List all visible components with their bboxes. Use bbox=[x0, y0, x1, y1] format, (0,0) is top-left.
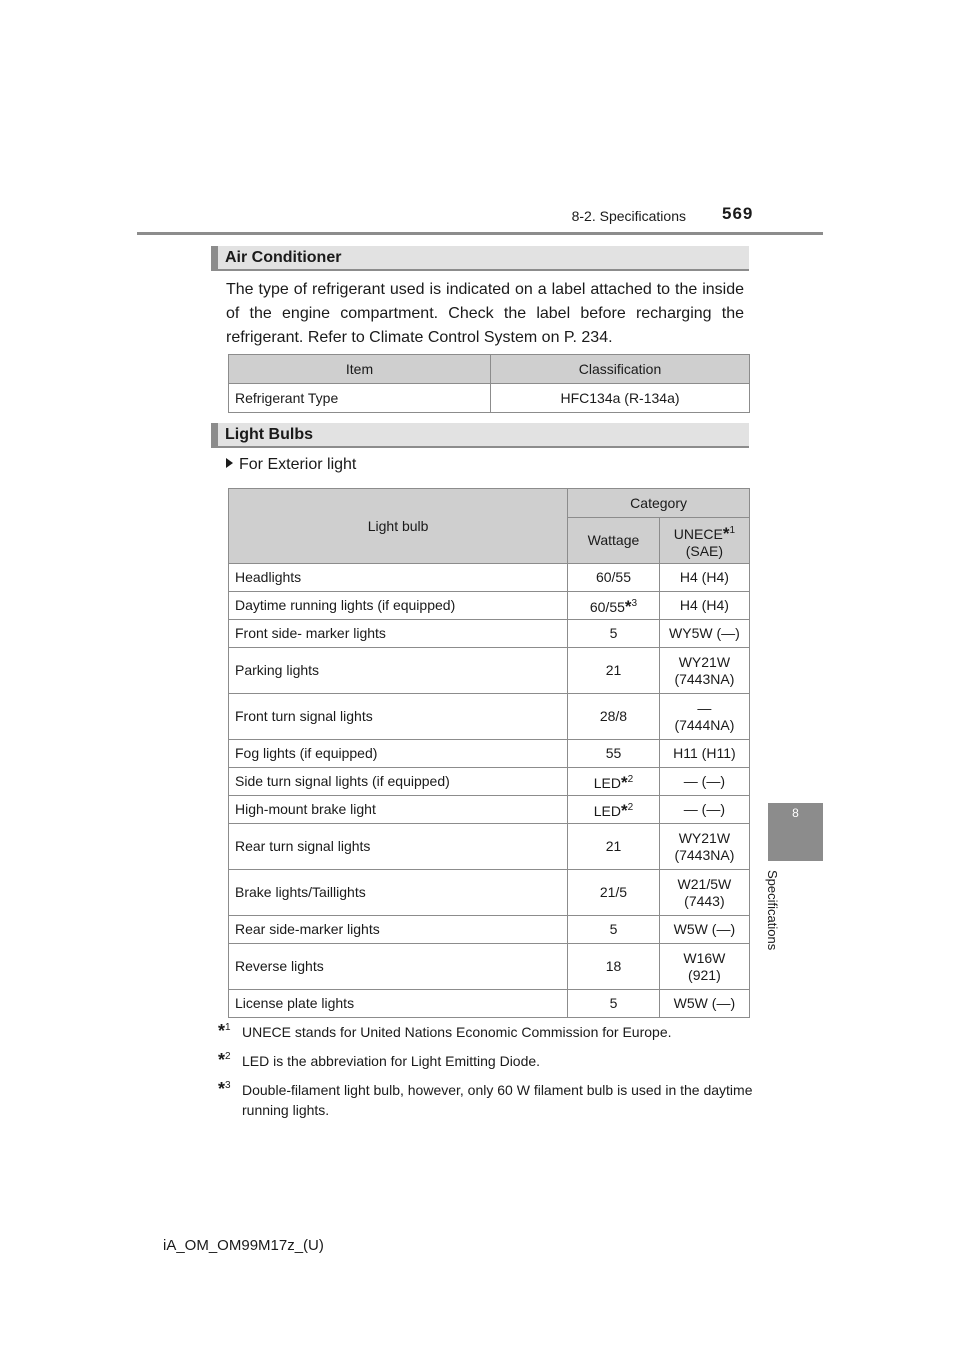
unece-value: W5W (—) bbox=[673, 921, 736, 937]
unece-label: UNECE bbox=[673, 525, 723, 542]
cell-wattage bbox=[568, 824, 660, 870]
wattage-value: 18 bbox=[605, 958, 622, 974]
unece-value: WY5W (—) bbox=[669, 625, 740, 641]
footnote-ref: 2 bbox=[627, 774, 634, 785]
cell-wattage: LED*$^2$ bbox=[568, 796, 660, 824]
table-row bbox=[229, 768, 750, 796]
cell-wattage bbox=[568, 648, 660, 694]
table-row bbox=[229, 916, 750, 944]
cell-unece bbox=[659, 740, 749, 768]
unece-value: — bbox=[697, 699, 712, 716]
cell-light-bulb-name: Headlights bbox=[229, 564, 568, 592]
table-row bbox=[229, 694, 750, 740]
cell-light-bulb-name: Fog lights (if equipped) bbox=[229, 740, 568, 768]
table-row bbox=[229, 824, 750, 870]
wattage-value: 60/55 bbox=[589, 599, 625, 615]
cell-unece bbox=[659, 648, 749, 694]
table-row bbox=[229, 648, 750, 694]
cell-unece bbox=[659, 990, 749, 1018]
cell-unece bbox=[659, 944, 749, 990]
footnote-text: Double-filament light bulb, however, only 60 W filament bulb is used in the daytime running lights. bbox=[242, 1082, 753, 1118]
cell-item: Refrigerant Type bbox=[229, 384, 491, 413]
wattage-value: 5 bbox=[609, 625, 618, 641]
cell-light-bulb-name: Daytime running lights (if equipped) bbox=[229, 592, 568, 620]
chapter-tab bbox=[768, 803, 823, 861]
air-conditioner-heading: Air Conditioner bbox=[211, 246, 749, 271]
cell-unece bbox=[659, 824, 749, 870]
column-header-item: Item bbox=[229, 355, 491, 384]
unece-value: H4 (H4) bbox=[679, 597, 729, 613]
cell-wattage bbox=[568, 740, 660, 768]
wattage-value: 5 bbox=[609, 995, 618, 1011]
cell-light-bulb-name: Reverse lights bbox=[229, 944, 568, 990]
cell-light-bulb-name: High-mount brake light bbox=[229, 796, 568, 824]
unece-value: WY21W bbox=[678, 653, 731, 670]
chapter-label-text: Specifications bbox=[765, 870, 780, 951]
unece-value: — (—) bbox=[683, 773, 725, 789]
wattage-value: 60/55 bbox=[595, 569, 631, 585]
column-header-light-bulb: Light bulb bbox=[229, 489, 568, 564]
table-row bbox=[229, 870, 750, 916]
table-row bbox=[229, 564, 750, 592]
cell-light-bulb-name: License plate lights bbox=[229, 990, 568, 1018]
cell-light-bulb-name: Front turn signal lights bbox=[229, 694, 568, 740]
unece-sub-value: (7443NA) bbox=[674, 670, 735, 687]
cell-light-bulb-name: Side turn signal lights (if equipped) bbox=[229, 768, 568, 796]
cell-light-bulb-name: Rear turn signal lights bbox=[229, 824, 568, 870]
cell-light-bulb-name: Brake lights/Taillights bbox=[229, 870, 568, 916]
table-row bbox=[229, 796, 750, 824]
cell-unece bbox=[659, 592, 749, 620]
table-row bbox=[229, 740, 750, 768]
wattage-value: 21 bbox=[605, 838, 622, 854]
chapter-label bbox=[760, 870, 800, 970]
footnote-marker: *$^3$ bbox=[218, 1079, 231, 1099]
footnote bbox=[218, 1080, 758, 1120]
cell-light-bulb-name: Rear side-marker lights bbox=[229, 916, 568, 944]
footnote-marker: *$^2$ bbox=[218, 1050, 231, 1070]
unece-value: W5W (—) bbox=[673, 995, 736, 1011]
cell-unece bbox=[659, 564, 749, 592]
cell-wattage bbox=[568, 620, 660, 648]
cell-unece bbox=[659, 796, 749, 824]
light-bulbs-heading: Light Bulbs bbox=[211, 423, 749, 448]
wattage-value: 28/8 bbox=[599, 708, 628, 724]
cell-wattage bbox=[568, 944, 660, 990]
unece-value: H4 (H4) bbox=[679, 569, 729, 585]
cell-light-bulb-name: Parking lights bbox=[229, 648, 568, 694]
table-row bbox=[229, 944, 750, 990]
cell-classification: HFC134a (R-134a) bbox=[491, 384, 750, 413]
page-number: 569 bbox=[722, 204, 754, 223]
cell-wattage: 60/55*$^3$ bbox=[568, 592, 660, 620]
table-row bbox=[229, 592, 750, 620]
footnote-marker: *$^1$ bbox=[218, 1021, 231, 1041]
cell-wattage bbox=[568, 916, 660, 944]
section-title: 8-2. Specifications bbox=[571, 208, 686, 224]
cell-wattage bbox=[568, 694, 660, 740]
unece-sub-value: (7443NA) bbox=[674, 846, 735, 863]
air-conditioner-table bbox=[228, 354, 750, 413]
column-header-classification: Classification bbox=[491, 355, 750, 384]
table-row bbox=[229, 620, 750, 648]
cell-unece bbox=[659, 768, 749, 796]
exterior-light-label: For Exterior light bbox=[239, 456, 357, 473]
wattage-value: 21/5 bbox=[599, 884, 628, 900]
cell-light-bulb-name: Front side- marker lights bbox=[229, 620, 568, 648]
cell-unece bbox=[659, 916, 749, 944]
footnote bbox=[218, 1051, 758, 1071]
document-code: iA_OM_OM99M17z_(U) bbox=[163, 1237, 324, 1254]
footnote-ref: 2 bbox=[627, 802, 634, 813]
table-header-row bbox=[229, 355, 750, 384]
column-header-category: Category bbox=[568, 489, 750, 518]
cell-unece bbox=[659, 620, 749, 648]
unece-value: WY21W bbox=[678, 829, 731, 846]
table-row bbox=[229, 384, 750, 413]
column-header-wattage: Wattage bbox=[568, 518, 660, 564]
table-row bbox=[229, 990, 750, 1018]
triangle-arrow-icon bbox=[226, 458, 233, 468]
cell-unece bbox=[659, 870, 749, 916]
wattage-value: 55 bbox=[605, 745, 622, 761]
unece-value: — (—) bbox=[683, 801, 725, 817]
cell-wattage: LED*$^2$ bbox=[568, 768, 660, 796]
air-conditioner-intro: The type of refrigerant used is indicated on a label attached to the inside of the engine compartment. Check the label before recharging the refrigerant. Refer to Climate Control System on P. 234. bbox=[226, 281, 744, 346]
footnote-ref: 3 bbox=[631, 598, 638, 609]
wattage-value: LED bbox=[593, 803, 621, 819]
unece-value: H11 (H11) bbox=[673, 745, 736, 761]
column-header-unece: UNECE*$^1$ (SAE) bbox=[659, 518, 749, 564]
cell-unece bbox=[659, 694, 749, 740]
cell-wattage bbox=[568, 990, 660, 1018]
exterior-light-subheading bbox=[226, 456, 356, 474]
footnote-ref: 1 bbox=[729, 524, 735, 536]
footnote-text: LED is the abbreviation for Light Emitting Diode. bbox=[242, 1053, 541, 1069]
unece-value: W16W bbox=[683, 949, 726, 966]
footnotes bbox=[218, 1022, 758, 1129]
footnote bbox=[218, 1022, 758, 1042]
cell-wattage bbox=[568, 870, 660, 916]
chapter-number: 8 bbox=[792, 806, 799, 820]
wattage-value: 21 bbox=[605, 662, 622, 678]
unece-sub-value: (7444NA) bbox=[674, 716, 735, 733]
light-bulb-table bbox=[228, 488, 750, 1018]
unece-sub: (SAE) bbox=[685, 542, 724, 559]
footnote-text: UNECE stands for United Nations Economic Commission for Europe. bbox=[242, 1024, 672, 1040]
cell-wattage bbox=[568, 564, 660, 592]
wattage-value: 5 bbox=[609, 921, 618, 937]
header-divider bbox=[137, 232, 823, 235]
unece-value: W21/5W bbox=[677, 875, 732, 892]
table-header-row bbox=[229, 489, 750, 518]
wattage-value: LED bbox=[593, 775, 621, 791]
unece-sub-value: (921) bbox=[688, 966, 721, 983]
unece-sub-value: (7443) bbox=[684, 892, 725, 909]
